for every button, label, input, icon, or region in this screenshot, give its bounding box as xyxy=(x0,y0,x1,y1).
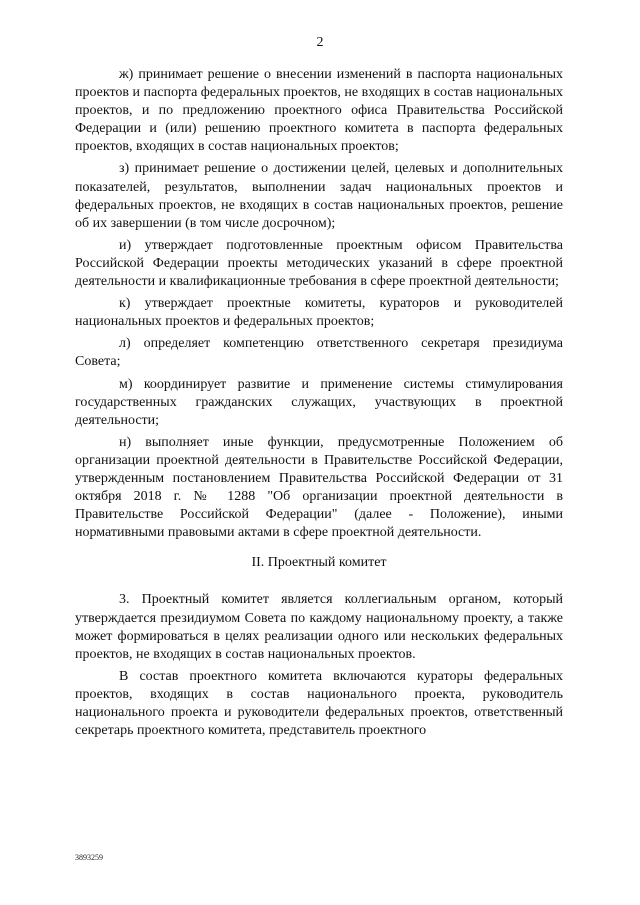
paragraph-m: м) координирует развитие и применение системы стимулирования государственных гражданских служащих, участвующих в проектной деятельности; xyxy=(75,376,563,428)
paragraph-zh: ж) принимает решение о внесении изменений в паспорта национальных проектов и паспорта федеральных проектов, не входящих в состав национальных проектов, и по предложению проектного офиса Правительства Российской Федерации и (или) решению проектного комитета в паспорта федеральных проектов, входящих в состав национальных проектов; xyxy=(75,67,563,155)
paragraph-k: к) утверждает проектные комитеты, кураторов и руководителей национальных проектов и федеральных проектов; xyxy=(75,296,563,330)
paragraph-n: н) выполняет иные функции, предусмотренные Положением об организации проектной деятельности в Правительстве Российской Федерации, утвержденным постановлением Правительства Российской Федерации от 31 октября 2018 г. № 1288 "Об организации проектной деятельности в Правительстве Российской Федерации" (далее - Положение), иными нормативными правовыми актами в сфере проектной деятельности. xyxy=(75,434,563,541)
page-number: 2 xyxy=(316,35,324,50)
paragraph-i: и) утверждает подготовленные проектным офисом Правительства Российской Федерации проекты методических указаний в сфере проектной деятельности и квалификационные требования в сфере проектной деятельности; xyxy=(75,237,563,290)
paragraph-3: 3. Проектный комитет является коллегиальным органом, который утверждается президиумом Совета по каждому национальному проекту, а также может формироваться в целях реализации одного или нескольких федеральных проектов, не входящих в состав национальных проектов. xyxy=(75,592,563,662)
paragraph-z: з) принимает решение о достижении целей, целевых и дополнительных показателей, результатов, выполнении задач национальных проектов и федеральных проектов, не входящих в состав национальных проектов, решение об их завершении (в том числе досрочном); xyxy=(75,161,563,231)
paragraph-l: л) определяет компетенцию ответственного секретаря президиума Совета; xyxy=(75,336,563,370)
section-heading: II. Проектный комитет xyxy=(251,555,387,571)
document-body xyxy=(75,66,563,744)
paragraph-committee-composition: В состав проектного комитета включаются кураторы федеральных проектов, входящих в состав национального проекта, руководитель национального проекта и руководители федеральных проектов, ответственный секретарь проектного комитета, представитель проектного xyxy=(75,668,563,739)
document-code: 3893259 xyxy=(75,853,103,862)
